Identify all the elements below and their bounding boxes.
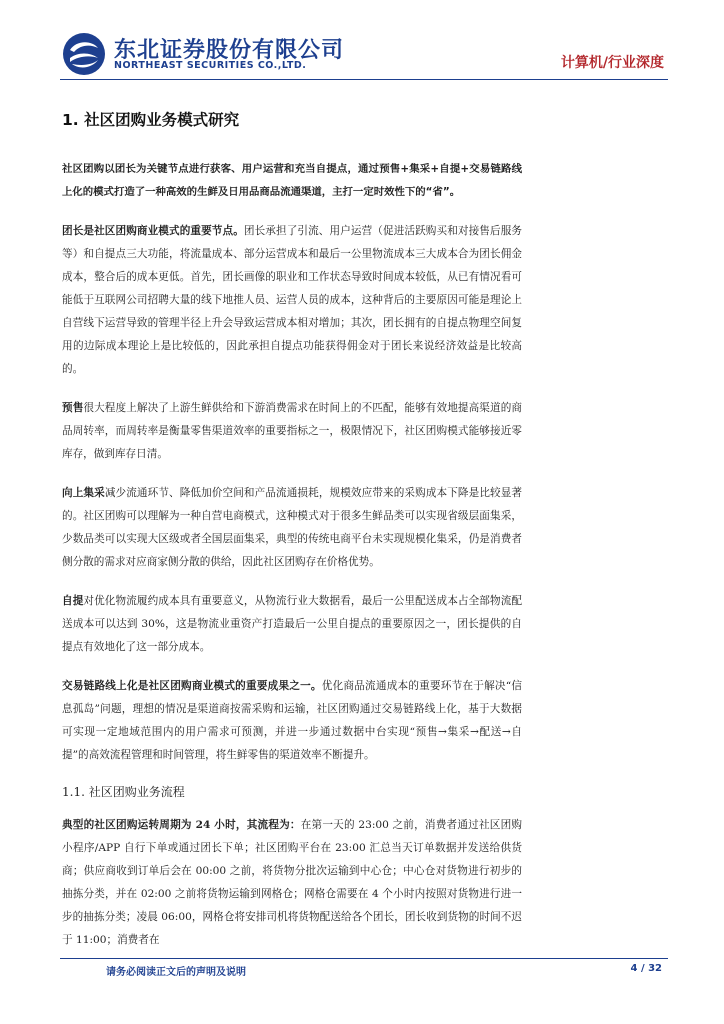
- page-header: [0, 0, 724, 82]
- header-divider: [60, 79, 668, 80]
- paragraph-procurement: [62, 482, 522, 574]
- section-title: 1. 社区团购业务模式研究: [62, 111, 240, 129]
- company-name-cn: 东北证券股份有限公司: [114, 38, 345, 63]
- paragraph-text: 减少流通环节、降低加价空间和产品流通损耗，规模效应带来的采购成本下降是比较显著的。社区团购可以理解为一种自营电商模式，这种模式对于很多生鲜品类可以实现省级层面集采，少数品类可以实现大区级或者全国层面集采，典型的传统电商平台未实现规模化集采，仍是消费者侧分散的需求对应商家侧分散的供给，因此社区团购存在价格优势。: [62, 487, 523, 568]
- paragraph-lead: 典型的社区团购运转周期为 24 小时，其流程为：: [62, 819, 301, 831]
- footer-divider: [60, 958, 668, 959]
- company-logo-icon: [62, 32, 106, 76]
- paragraph-text: 很大程度上解决了上游生鲜供给和下游消费需求在时间上的不匹配，能够有效地提高渠道的商品周转率，而周转率是衡量零售渠道效率的重要指标之一，极限情况下，社区团购模式能够接近零库存，做到库存日清。: [62, 402, 523, 460]
- paragraph-lead: 团长是社区团购商业模式的重要节点。: [62, 225, 244, 237]
- paragraph-text: 团长承担了引流、用户运营（促进活跃购买和对接售后服务等）和自提点三大功能，将流量成本、部分运营成本和最后一公里物流成本三大成本合为团长佣金成本，整合后的成本更低。首先，团长画像的职业和工作状态导致时间成本较低，从已有情况看可能低于互联网公司招聘大量的线下地推人员、运营人员的成本，这种背后的主要原因可能是理论上自营线下运营导致的管理半径上升会导致运营成本相对增加；其次，团长拥有的自提点物理空间复用的边际成本理论上是比较低的，因此承担自提点功能获得佣金对于团长来说经济效益是比较高的。: [62, 225, 523, 375]
- paragraph-pickup: [62, 590, 522, 659]
- paragraph-lead: 向上集采: [62, 487, 105, 499]
- paragraph-lead: 自提: [62, 595, 84, 607]
- paragraph-process-cycle: [62, 814, 522, 952]
- report-body: [62, 108, 522, 968]
- page-number: 4 / 32: [630, 963, 662, 974]
- company-name-en: NORTHEAST SECURITIES CO.,LTD.: [114, 60, 307, 71]
- paragraph-presale: [62, 397, 522, 466]
- document-category: 计算机/行业深度: [560, 55, 664, 71]
- paragraph-lead: 预售: [62, 402, 84, 414]
- paragraph-text: 对优化物流履约成本具有重要意义，从物流行业大数据看，最后一公里配送成本占全部物流配送成本可以达到 30%，这是物流业重资产打造最后一公里自提点的重要原因之一，团长提供的自提点有效地化了这一部分成本。: [62, 595, 523, 653]
- paragraph-online-transaction: [62, 675, 522, 767]
- paragraph-team-leader: [62, 220, 522, 381]
- intro-paragraph: 社区团购以团长为关键节点进行获客、用户运营和充当自提点，通过预售+集采+自提+交易链路线上化的模式打造了一种高效的生鲜及日用品商品流通渠道，主打一定时效性下的“省”。: [62, 163, 522, 198]
- subsection-title: 1.1. 社区团购业务流程: [62, 785, 185, 799]
- footer-disclaimer: 请务必阅读正文后的声明及说明: [106, 967, 246, 978]
- paragraph-text: 优化商品流通成本的重要环节在于解决“信息孤岛”问题，理想的情况是渠道商按需采购和运输，社区团购通过交易链路线上化，基于大数据可实现一定地域范围内的用户需求可预测，并进一步通过数据中台实现“预售→集采→配送→自提”的高效流程管理和时间管理，将生鲜零售的渠道效率不断提升。: [62, 680, 522, 761]
- paragraph-lead: 交易链路线上化是社区团购商业模式的重要成果之一。: [62, 680, 322, 692]
- paragraph-text: 在第一天的 23:00 之前，消费者通过社区团购小程序/APP 自行下单或通过团长下单；社区团购平台在 23:00 汇总当天订单数据并发送给供货商；供应商收到订单后会在 00:00 之前，将货物分批次运输到中心仓；中心仓对货物进行初步的抽拣分类，并在 02:00 之前将货物运输到网格仓；网格仓需要在 4 个小时内按照对货物进行进一步的抽拣分类；凌晨 06:00，网格仓将安排司机将货物配送给各个团长，团长收到货物的时间不迟于 11:00；消费者在: [62, 819, 522, 946]
